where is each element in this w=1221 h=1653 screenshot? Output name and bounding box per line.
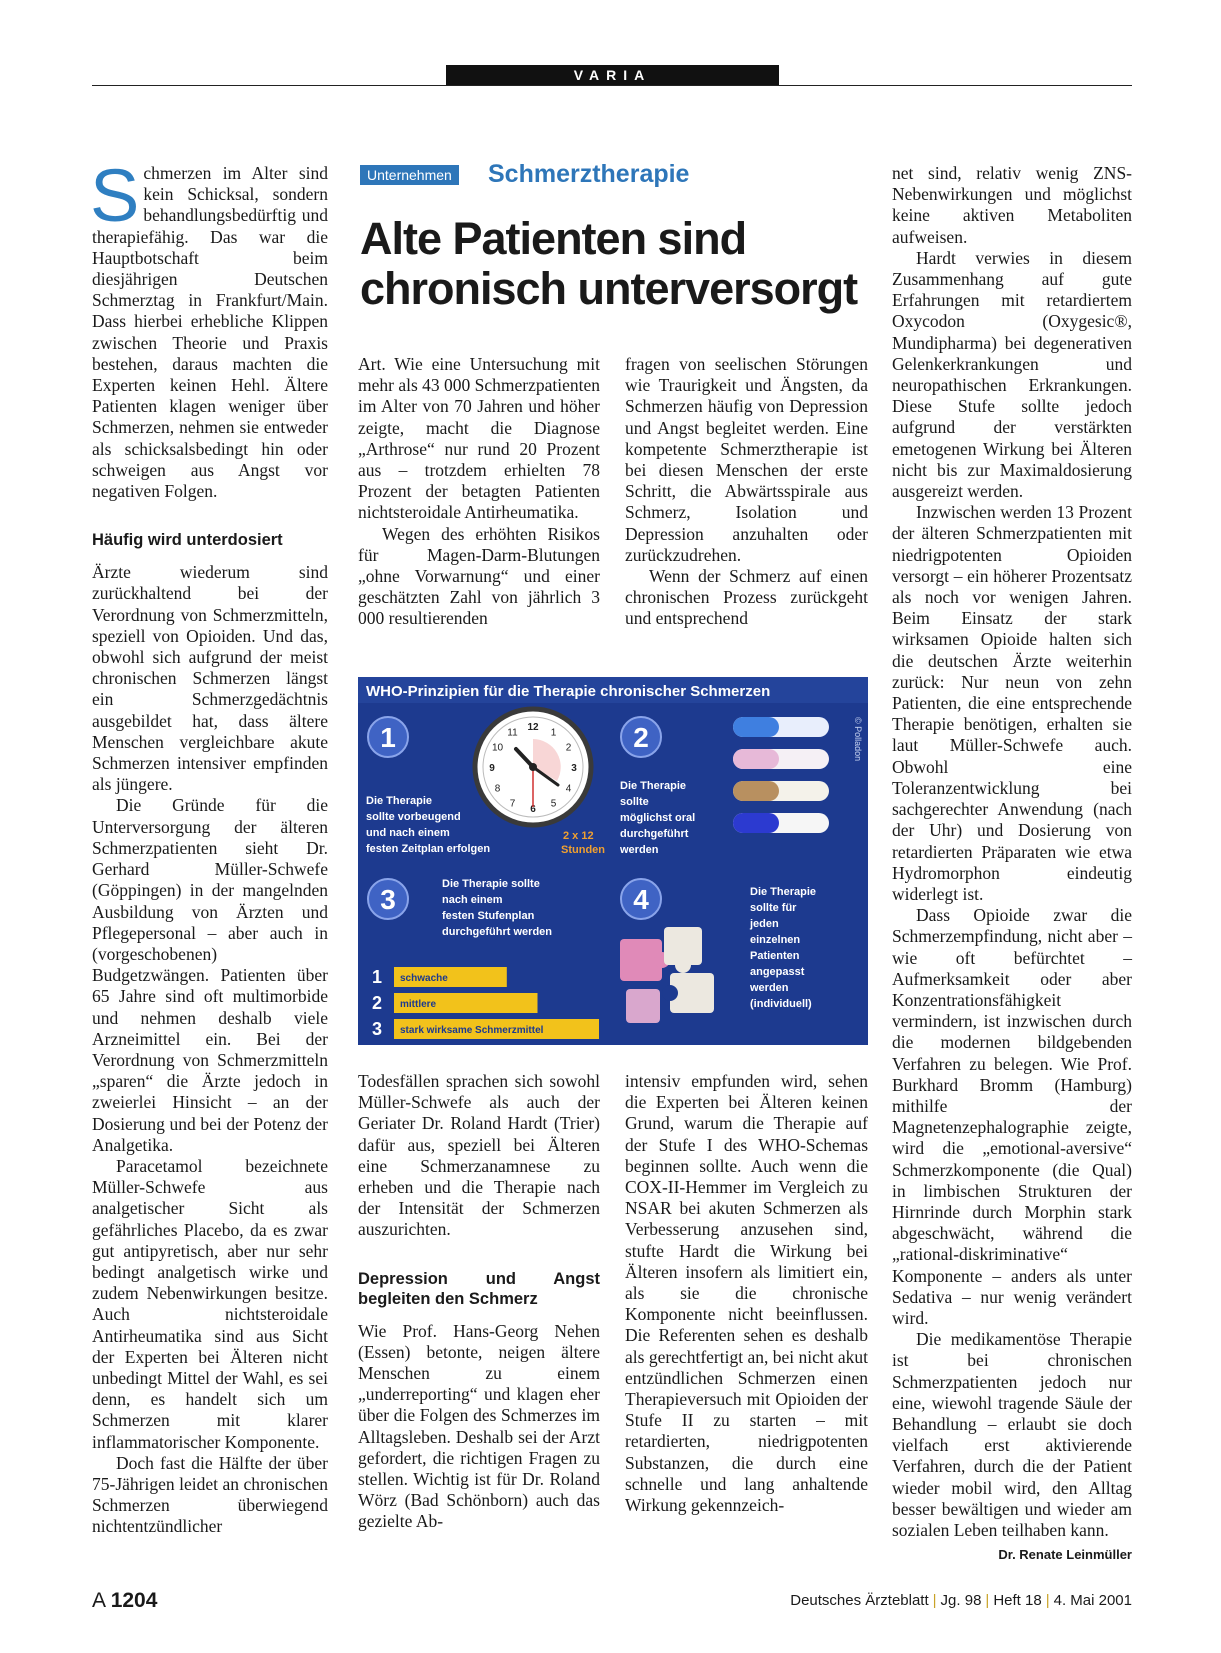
paragraph: Ärzte wiederum sind zurückhaltend bei der Verordnung von Schmerzmitteln, speziell von Opioiden. Und das, obwohl sich aufgrund der meist chronischen Schmerzen längst ein Schmerzgedächtnis ausgebildet hat, dass ältere Menschen vergleichbare akute Schmerzen intensiver empfinden als jüngere. <box>92 562 328 795</box>
paragraph: Die Gründe für die Unterversorgung der älteren Schmerzpatienten sieht Dr. Gerhard Müller-Schwefe (Göppingen) in der mangelnden Ausbildung von Ärzten und Pflegepersonal – aber auch in (vorgeschobenen) Budgetzwängen. Patienten über 65 Jahre sind oft multimorbide und nehmen deshalb viele Arzneimittel ein. Bei der Verordnung von Schmerzmitteln „sparen“ die Ärzte jedoch in zweierlei Hinsicht – an der Dosierung und bei der Potenz der Analgetika. <box>92 795 328 1155</box>
paragraph: intensiv empfunden wird, sehen die Experten bei Älteren keinen Grund, warum die Therapie auf der Stufe I des WHO-Schemas beginnen sollte. Auch wenn die COX-II-Hemmer im Vergleich zu NSAR bei akuten Schmerzen als Verbesserung anzusehen sind, stufte Hardt die Wirkung bei Älteren insofern als limitiert ein, als sie die chronische Komponente nicht beeinflussen. Die Referenten sehen es deshalb als gerechtfertigt an, bei nicht akut entzündlichen Schmerzen einen Therapieversuch mit Opioiden der Stufe II zu starten – mit retardierten, niedrigpotenten Substanzen, die durch eine schnelle und lang anhaltende Wirkung gekennzeich- <box>625 1071 868 1516</box>
step-bar-label: mittlere <box>400 999 437 1010</box>
infographic-title: WHO-Prinzipien für die Therapie chronischer Schmerzen <box>366 683 771 700</box>
journal-footer: Deutsches Ärzteblatt | Jg. 98 | Heft 18 | 4. Mai 2001 <box>790 1592 1132 1609</box>
article-column-2-bottom <box>358 1071 600 1533</box>
clock-number: 12 <box>527 722 539 733</box>
step-bar-label: stark wirksame Schmerzmittel <box>400 1025 544 1036</box>
svg-text:3: 3 <box>380 884 396 915</box>
article-column-4 <box>892 163 1132 1565</box>
paragraph: Die medikamentöse Therapie ist bei chronischen Schmerzpatienten jedoch nur eine, wiewohl tragende Säule der Behandlung – erlaubt sie doch vielfach erst aktivierende Verfahren, durch die der Patient wieder mobil wird, den Alltag besser bewältigen und wieder am sozialen Leben teilhaben kann. Dr. Renate Leinmüller <box>892 1329 1132 1541</box>
section-tag: VARIA <box>446 65 779 85</box>
step-number: 3 <box>372 1019 383 1039</box>
step-3-text: Die Therapie sollte nach einem festen Stufenplan durchgeführt werden <box>442 878 553 938</box>
paragraph: Art. Wie eine Untersuchung mit mehr als 43 000 Schmerzpatienten im Alter von 70 Jahren und höher zeigte, macht die Diagnose „Arthrose“ nur rund 20 Prozent aus – trotzdem erhielten 78 Prozent der betagten Patienten nichtsteroidale Antirheumatika. <box>358 354 601 523</box>
clock-number: 3 <box>571 763 577 774</box>
step-4-text: Die Therapie sollte für jeden einzelnen Patienten angepasst werden (individuell) <box>750 886 817 1010</box>
clock-number: 1 <box>550 727 557 739</box>
clock-number: 5 <box>550 798 557 810</box>
clock-icon <box>475 709 591 825</box>
lead-paragraph: Schmerzen im Alter sind kein Schicksal, sondern behandlungsbedürftig und therapiefähig. Das war die Hauptbotschaft beim diesjährigen Deutschen Schmerztag in Frankfurt/Main. Dass hierbei erhebliche Klippen zwischen Theorie und Praxis bestehen, daraus machten die Experten keinen Hehl. Ältere Patienten klagen weniger über Schmerzen, nehmen sie entweder als schicksalsbedingt hin oder schweigen aus Angst vor negativen Folgen. <box>90 154 328 502</box>
step-number: 2 <box>372 993 383 1013</box>
clock-number: 6 <box>530 804 536 815</box>
paragraph: Wie Prof. Hans-Georg Nehen (Essen) betonte, neigen ältere Menschen zu einem „underreporting“ und klagen eher über die Folgen des Schmerzes im Alltagsleben. Deshalb sei der Arzt gefordert, die richtigen Fragen zu stellen. Wichtig ist für Dr. Roland Wörz (Bad Schönborn) auch das gezielte Ab- <box>358 1320 600 1532</box>
article-column-2-top <box>358 354 600 630</box>
kicker-title: Schmerztherapie <box>488 160 690 188</box>
clock-label: 2 x 12 Stunden <box>561 830 605 856</box>
step-2-text: Die Therapie sollte möglichst oral durchgeführt werden <box>620 780 696 856</box>
clock-number: 11 <box>507 727 518 739</box>
step-bar-label: schwache <box>400 973 448 984</box>
article-column-3-top <box>625 354 868 630</box>
clock-number: 9 <box>489 763 495 774</box>
paragraph: net sind, relativ wenig ZNS-Nebenwirkungen und möglichst keine aktiven Metaboliten aufweisen. <box>892 163 1132 247</box>
clock-number: 4 <box>565 783 572 795</box>
paragraph: Dass Opioide zwar die Schmerzempfindung, nicht aber – wie oft befürchtet – Aufmerksamkeit oder aber Konzentrationsfähigkeit vermindern, ist inzwischen durch die modernen bildgebenden Verfahren zu belegen. Wie Prof. Burkhard Bromm (Hamburg) mithilfe der Magnetenzephalographie zeigte, wird die „emotional-aversive“ Schmerzkomponente (die Qual) in limbischen Strukturen der Hirnrinde durch Morphin stark abgeschwächt, während die „rational-diskriminative“ Komponente – anders als unter Sedativa – nur wenig verändert wird. <box>892 905 1132 1328</box>
clock-number: 2 <box>565 742 572 754</box>
clock-number: 10 <box>491 742 504 754</box>
who-infographic <box>358 677 868 1045</box>
subheading: Depression und Angst begleiten den Schmerz <box>358 1269 600 1308</box>
paragraph: Wegen des erhöhten Risikos für Magen-Darm-Blutungen „ohne Vorwarnung“ und einer geschätzten Zahl von jährlich 3 000 resultierenden <box>358 523 600 629</box>
category-badge: Unternehmen <box>360 165 459 185</box>
step-number: 1 <box>372 967 383 987</box>
subheading: Häufig wird unterdosiert <box>92 531 283 550</box>
paragraph: Hardt verwies in diesem Zusammenhang auf gute Erfahrungen mit retardiertem Oxycodon (Oxygesic®, Mundipharma) bei degenerativen Gelenkerkrankungen und neuropathischen Erkrankungen. Diese Stufe sollte jedoch aufgrund der verstärkten emetogenen Wirkung bei Älteren nicht bis zur Maximaldosierung ausgereizt werden. <box>892 247 1132 502</box>
article-column-1 <box>90 154 328 1538</box>
clock-number: 8 <box>494 783 501 795</box>
paragraph: fragen von seelischen Störungen wie Traurigkeit und Ängsten, da Schmerzen häufig von Depression und Angst begleitet werden. Eine kompetente Schmerztherapie ist bei diesen Menschen der erste Schritt, die Abwärtsspirale aus Schmerz, Isolation und Depression anzuhalten oder zurückzudrehen. <box>625 354 868 565</box>
svg-text:1: 1 <box>380 722 396 753</box>
paragraph: Inzwischen werden 13 Prozent der älteren Schmerzpatienten mit niedrigpotenten Opioiden versorgt – ein höherer Prozentsatz als noch vor wenigen Jahren. Beim Einsatz der stark wirksamen Opioide halten sich die deutschen Ärzte weiterhin zurück: Nur neun von zehn Patienten, die eine entsprechende Therapie benötigen, erhalten sie laut Müller-Schwefe auch. Obwohl eine Toleranzentwicklung bei sachgerechter Anwendung (nach der Uhr) und Dosierung von retardierten Präparaten wie etwa Hydromorphon eindeutig widerlegt ist. <box>892 502 1132 904</box>
author-signature: Dr. Renate Leinmüller <box>998 1547 1132 1563</box>
copyright: © Polladon <box>853 717 863 762</box>
paragraph: Doch fast die Hälfte der über 75-Jährigen leidet an chronischen Schmerzen überwiegend nichtentzündlicher <box>92 1452 328 1537</box>
paragraph: Todesfällen sprachen sich sowohl Müller-Schwefe als auch der Geriater Dr. Roland Hardt (Trier) dafür aus, speziell bei Älteren eine Schmerzanamnese zu erheben und die Therapie nach der Intensität der Schmerzen auszurichten. <box>358 1071 600 1240</box>
paragraph: Paracetamol bezeichnete Müller-Schwefe aus analgetischer Sicht als gefährliches Placebo, da es zwar gut antipyretisch, aber nur sehr bedingt analgetisch wirke und zudem Nebenwirkungen besitze. Auch nichtsteroidale Antirheumatika sind aus Sicht der Experten bei Älteren nicht unbedingt Mittel der Wahl, es sei denn, es handelt sich um Schmerzen mit klarer inflammatorischer Komponente. <box>92 1155 328 1452</box>
svg-text:2: 2 <box>633 722 649 753</box>
clock-number: 7 <box>509 798 516 810</box>
page-number: A 1204 <box>92 1589 158 1612</box>
svg-text:4: 4 <box>633 884 649 915</box>
headline: Alte Patienten sind chronisch unterversorgt <box>360 213 858 314</box>
article-column-3-bottom <box>625 1071 868 1516</box>
drop-cap: S <box>90 154 140 237</box>
header-rule <box>92 85 1132 86</box>
step-1-text: Die Therapie sollte vorbeugend und nach einem festen Zeitplan erfolgen <box>366 795 491 855</box>
paragraph: Wenn der Schmerz auf einen chronischen Prozess zurückgeht und entsprechend <box>625 566 868 629</box>
